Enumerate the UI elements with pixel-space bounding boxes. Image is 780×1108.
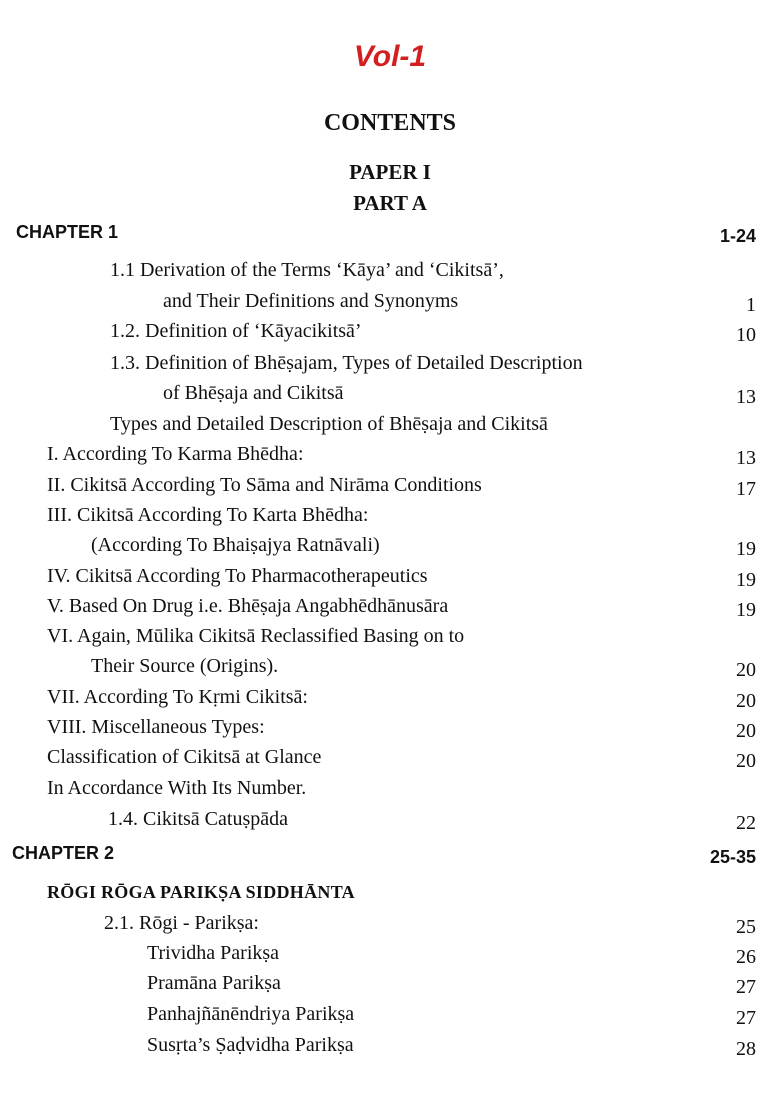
part-heading: PART A — [353, 191, 427, 215]
toc-entry-1-1: 1.1 Derivation of the Terms ‘Kāya’ and ‘Cikitsā’, — [110, 259, 504, 281]
toc-entry-vii: VII. According To Kṛmi Cikitsā: — [47, 686, 308, 708]
toc-entry-classification: Classification of Cikitsā at Glance — [47, 746, 322, 768]
toc-entry-iii-cont: (According To Bhaiṣajya Ratnāvali) — [91, 534, 380, 556]
toc-page: 22 — [736, 812, 756, 834]
toc-page: 25 — [736, 916, 756, 938]
chapter-2-heading: CHAPTER 2 — [12, 843, 115, 863]
toc-entry-ii: II. Cikitsā According To Sāma and Nirāma Conditions — [47, 474, 482, 496]
toc-entry-classification-cont: In Accordance With Its Number. — [47, 777, 307, 799]
toc-entry-1-4: 1.4. Cikitsā Catuṣpāda — [108, 808, 288, 830]
toc-page: 10 — [736, 324, 756, 346]
toc-entry-vi-cont: Their Source (Origins). — [91, 655, 279, 677]
toc-entry-1-2: 1.2. Definition of ‘Kāyacikitsā’ — [110, 320, 362, 342]
chapter-1-heading: CHAPTER 1 — [16, 222, 119, 242]
toc-page: 28 — [736, 1038, 756, 1060]
toc-entry-iv: IV. Cikitsā According To Pharmacotherapeutics — [47, 565, 428, 587]
toc-entry-i: I. According To Karma Bhēdha: — [47, 443, 304, 465]
toc-page: 20 — [736, 659, 756, 681]
section-heading: RŌGI RŌGA PARIKṢA SIDDHĀNTA — [47, 882, 355, 902]
toc-entry-1-1-cont: and Their Definitions and Synonyms — [163, 290, 459, 312]
toc-entry-vi: VI. Again, Mūlika Cikitsā Reclassified Basing on to — [47, 625, 465, 647]
toc-page: 20 — [736, 750, 756, 772]
volume-label: Vol-1 — [353, 40, 427, 73]
toc-page: 27 — [736, 976, 756, 998]
toc-entry-v: V. Based On Drug i.e. Bhēṣaja Angabhēdhānusāra — [47, 595, 449, 617]
toc-page: 19 — [736, 599, 756, 621]
toc-page: 20 — [736, 720, 756, 742]
toc-page: 13 — [736, 447, 756, 469]
toc-page: 26 — [736, 946, 756, 968]
toc-entry-viii: VIII. Miscellaneous Types: — [47, 716, 265, 738]
toc-entry-2-1: 2.1. Rōgi - Parikṣa: — [104, 912, 259, 934]
toc-entry-pramana: Pramāna Parikṣa — [147, 972, 281, 994]
toc-entry-panhajnanendriya: Panhajñānēndriya Parikṣa — [147, 1003, 355, 1025]
toc-entry-trividha: Trividha Parikṣa — [147, 942, 280, 964]
toc-entry-iii: III. Cikitsā According To Karta Bhēdha: — [47, 504, 369, 526]
toc-page: 19 — [736, 538, 756, 560]
toc-page: 27 — [736, 1007, 756, 1029]
toc-page: 17 — [736, 478, 756, 500]
toc-subheading: Types and Detailed Description of Bhēṣaja and Cikitsā — [110, 413, 548, 435]
toc-page: 19 — [736, 569, 756, 591]
toc-entry-1-3-cont: of Bhēṣaja and Cikitsā — [163, 382, 344, 404]
toc-page: 13 — [736, 386, 756, 408]
toc-entry-1-3: 1.3. Definition of Bhēṣajam, Types of Detailed Description — [110, 352, 583, 374]
page-title: CONTENTS — [323, 110, 457, 136]
toc-page: 20 — [736, 690, 756, 712]
chapter-2-pages: 25-35 — [709, 847, 756, 867]
toc-entry-sadvidha: Susṛta’s Ṣaḍvidha Parikṣa — [147, 1034, 354, 1056]
paper-heading: PAPER I — [349, 160, 431, 184]
toc-page: 1 — [746, 294, 756, 316]
chapter-1-pages: 1-24 — [719, 226, 756, 246]
